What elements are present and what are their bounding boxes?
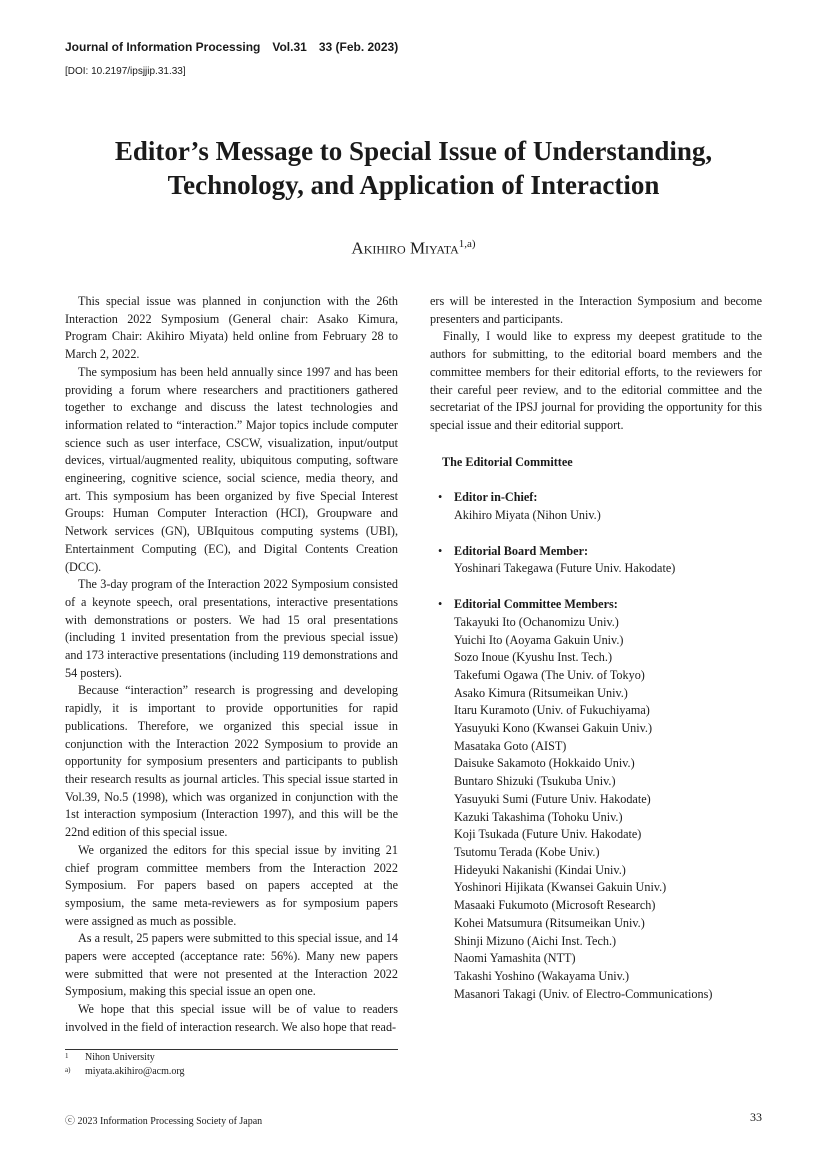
member-item: Yuichi Ito (Aoyama Gakuin Univ.): [454, 632, 624, 647]
body-paragraph: As a result, 25 papers were submitted to this special issue, and 14 papers were accepted (acceptance rate: 56%). Many new papers were submitted that were not presented at the Interaction 2022 Symposium, making this special issue an open one.: [65, 931, 398, 999]
member-item: Masanori Takagi (Univ. of Electro-Communications): [454, 986, 713, 1001]
member-item: Takashi Yoshino (Wakayama Univ.): [454, 968, 630, 983]
group-title: Editor in-Chief:: [454, 490, 538, 505]
member-item: Sozo Inoue (Kyushu Inst. Tech.): [454, 650, 613, 665]
member-item: Daisuke Sakamoto (Hokkaido Univ.): [454, 756, 635, 771]
email-link[interactable]: miyata.akihiro@acm.org: [85, 1066, 185, 1077]
member-item: Takayuki Ito (Ochanomizu Univ.): [454, 614, 619, 629]
right-column: [430, 293, 762, 1003]
committee-group-editor-in-chief: [430, 489, 762, 524]
body-paragraph: The 3-day program of the Interaction 2022 Symposium consisted of a keynote speech, oral presentations, interactive presentations with demonstrations or posters. We had 15 oral presentations (including 1 invited presentation from the previous special issue) and 173 interactive presentations (including 119 demonstrations and 54 posters).: [65, 577, 398, 680]
member-item: Yasuyuki Kono (Kwansei Gakuin Univ.): [454, 721, 653, 736]
member-item: Tsutomu Terada (Kobe Univ.): [454, 844, 600, 859]
committee-group-committee-members: [430, 596, 762, 1003]
journal-header: [65, 40, 410, 54]
body-paragraph: The symposium has been held annually since 1997 and has been providing a forum where researchers and practitioners gathered together to exchange and discuss the latest technologies and information related to “interaction.” Major topics include computer science such as user interface, CSCW, visualization, input/output devices, virtual/augmented reality, ubiquitous computing, software engineering, cognitive science, social science, media theory, and art. This symposium has been organized by five Special Interest Groups: Human Computer Interaction (HCI), Groupware and Network services (GN), UBIquitous computing systems (UBI), Entertainment Computing (EC), and Digital Contents Creation (DCC).: [65, 364, 398, 574]
member-item: Kazuki Takashima (Tohoku Univ.): [454, 809, 623, 824]
footnote-affiliation: [65, 1052, 155, 1063]
committee-heading: The Editorial Committee: [442, 454, 573, 469]
member-item: Yoshinori Hijikata (Kwansei Gakuin Univ.): [454, 880, 667, 895]
page-number: 33: [750, 1110, 762, 1124]
body-paragraph-continuation: ers will be interested in the Interaction Symposium and become presenters and participants.: [430, 294, 762, 326]
member-item: Naomi Yamashita (NTT): [454, 951, 576, 966]
journal-issue: 33 (Feb. 2023): [318, 40, 399, 54]
body-paragraph: We hope that this special issue will be of value to readers involved in the field of interaction research. We also hope that read-: [65, 1002, 398, 1034]
footnote-mark: 1: [65, 1052, 69, 1060]
member-item: Itaru Kuramoto (Univ. of Fukuchiyama): [454, 703, 650, 718]
group-title: Editorial Committee Members:: [454, 597, 618, 612]
journal-volume: Vol.31: [272, 40, 307, 54]
footnote-mark: a): [65, 1066, 71, 1074]
author-line: [0, 238, 827, 259]
member-item: Yasuyuki Sumi (Future Univ. Hakodate): [454, 791, 651, 806]
author-affiliation-marks: 1,a): [458, 238, 476, 250]
footnote-text: Nihon University: [85, 1052, 155, 1063]
member-item: Hideyuki Nakanishi (Kindai Univ.): [454, 862, 626, 877]
member-item: Takefumi Ogawa (The Univ. of Tokyo): [454, 667, 645, 682]
member-item: Buntaro Shizuki (Tsukuba Univ.): [454, 774, 616, 789]
member-item: Asako Kimura (Ritsumeikan Univ.): [454, 685, 628, 700]
bullet-icon: •: [438, 597, 443, 612]
member-item: Kohei Matsumura (Ritsumeikan Univ.): [454, 915, 645, 930]
body-paragraph: Because “interaction” research is progressing and developing rapidly, it is important to provide opportunities for rapid publications. Therefore, we organized this special issue in conjunction with the Interaction 2022 Symposium to provide an opportunity for symposium presenters and participants to publish their research results as journal articles. This special issue started in Vol.39, No.5 (1998), which was organized in conjunction with the 1st interaction symposium (Interaction 1997), and this will be the 22nd edition of this special issue.: [65, 683, 398, 840]
group-title: Editorial Board Member:: [454, 543, 589, 558]
member-item: Shinji Mizuno (Aichi Inst. Tech.): [454, 933, 617, 948]
body-paragraph: Finally, I would like to express my deepest gratitude to the authors for submitting, to the editorial board members and the committee members for their editorial efforts, to the reviewers for their careful peer review, and to the editorial committee and the secretariat of the IPSJ journal for providing the opportunity for this special issue and their editorial support.: [430, 329, 762, 432]
left-column: [65, 293, 398, 1037]
bullet-icon: •: [438, 490, 443, 505]
member-item: Yoshinari Takegawa (Future Univ. Hakodate): [454, 561, 676, 576]
member-item: Akihiro Miyata (Nihon Univ.): [454, 508, 601, 523]
member-item: Masataka Goto (AIST): [454, 738, 567, 753]
footnote-divider: [65, 1049, 398, 1050]
footnote-email: [65, 1066, 185, 1077]
body-paragraph: This special issue was planned in conjunction with the 26th Interaction 2022 Symposium (General chair: Asako Kimura, Program Chair: Akihiro Miyata) held online from February 28 to March 2, 2022.: [65, 294, 398, 362]
page-title: Editor’s Message to Special Issue of Understanding, Technology, and Application of Interaction: [114, 136, 713, 200]
member-item: Masaaki Fukumoto (Microsoft Research): [454, 898, 656, 913]
doi-link[interactable]: [DOI: 10.2197/ipsjjip.31.33]: [65, 66, 186, 77]
committee-group-board-member: [430, 543, 762, 578]
bullet-icon: •: [438, 543, 443, 558]
member-item: Koji Tsukada (Future Univ. Hakodate): [454, 827, 642, 842]
author-name: Akihiro Miyata: [351, 238, 459, 258]
journal-name: Journal of Information Processing: [65, 40, 261, 54]
body-paragraph: We organized the editors for this special issue by inviting 21 chief program committee members from the Interaction 2022 Symposium. For papers based on papers accepted at the symposium, the same meta-reviewers as for symposium papers were assigned as much as possible.: [65, 842, 398, 928]
copyright-notice: ⓒ 2023 Information Processing Society of Japan: [65, 1116, 263, 1127]
